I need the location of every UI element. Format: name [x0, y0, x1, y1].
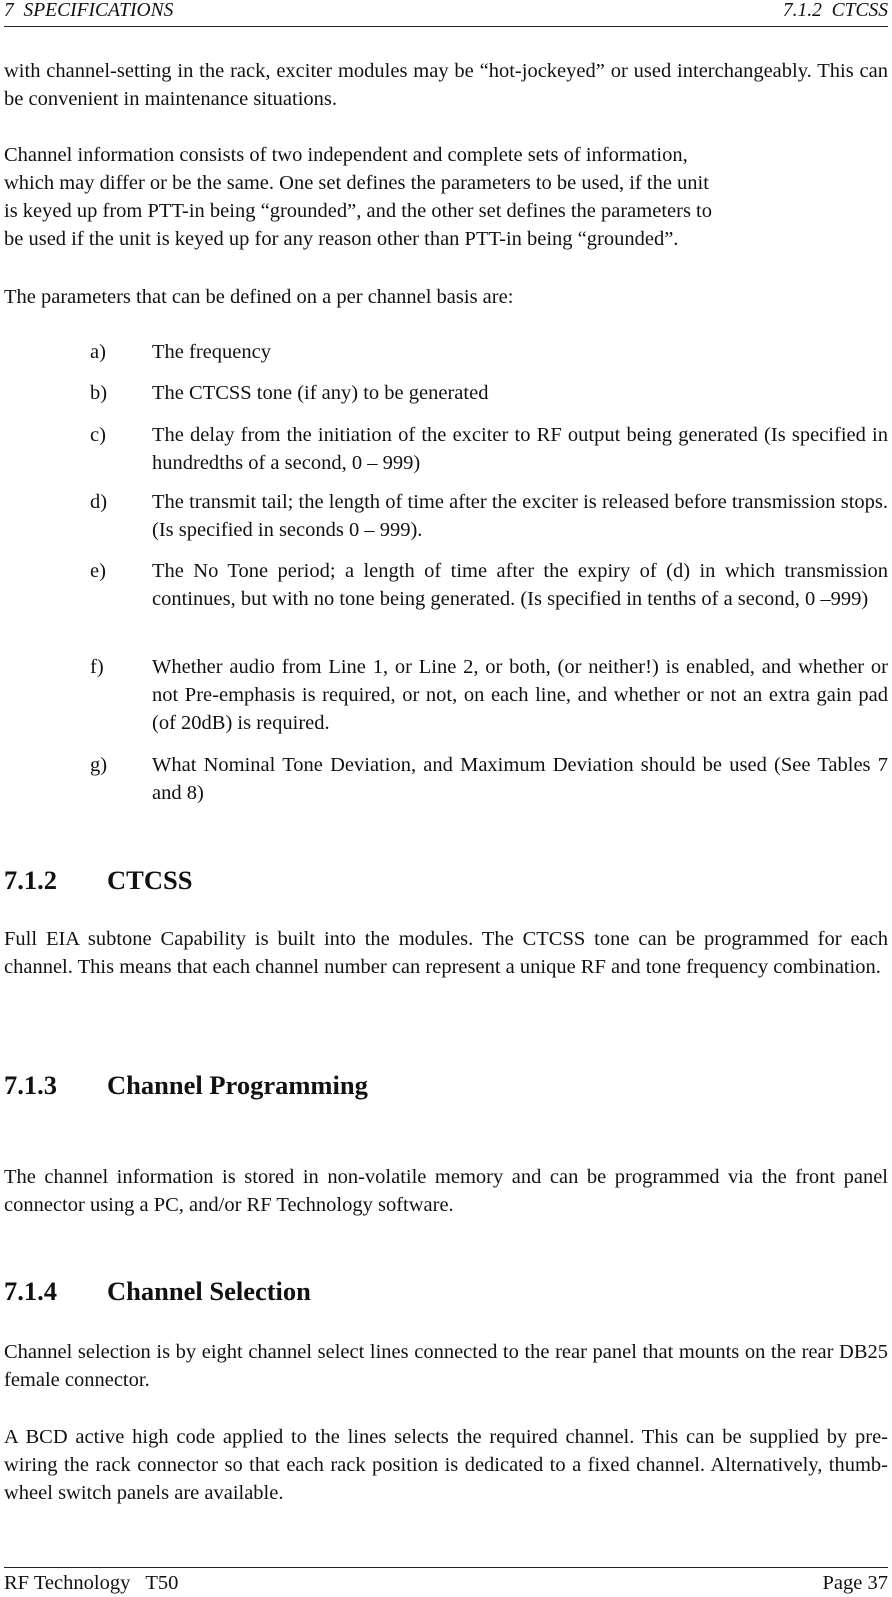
- channel-info-line: which may differ or be the same. One set defines the parameters to be used, if the unit: [4, 172, 709, 194]
- section-number: 7.1.3: [4, 1070, 57, 1100]
- ctcss-paragraph: Full EIA subtone Capability is built into the modules. The CTCSS tone can be programmed for each channel. This means that each channel number can represent a unique RF and tone frequency combination.: [4, 928, 888, 978]
- list-marker: g): [90, 754, 108, 776]
- list-text: The No Tone period; a length of time after the expiry of (d) in which transmission continues, but with no tone being generated. (Is specified in tenths of a second, 0 –999): [152, 560, 888, 610]
- page-number: Page 37: [822, 1572, 888, 1594]
- list-text: The frequency: [152, 341, 271, 363]
- footer-product: RF Technology T50: [4, 1572, 179, 1594]
- list-marker: f): [90, 656, 104, 678]
- channel-programming-paragraph: The channel information is stored in non-volatile memory and can be programmed via the front panel connector using a PC, and/or RF Technology software.: [4, 1166, 888, 1216]
- parameters-intro: The parameters that can be defined on a per channel basis are:: [4, 286, 514, 308]
- channel-info-line: Channel information consists of two independent and complete sets of information,: [4, 144, 688, 166]
- list-marker: b): [90, 382, 108, 404]
- section-title: Channel Programming: [107, 1070, 368, 1100]
- list-marker: d): [90, 491, 108, 513]
- channel-info-line: be used if the unit is keyed up for any reason other than PTT-in being “grounded”.: [4, 228, 679, 250]
- page-header: [4, 0, 888, 27]
- header-chapter: 7 SPECIFICATIONS: [4, 0, 174, 21]
- channel-selection-paragraph-1: Channel selection is by eight channel select lines connected to the rear panel that mounts on the rear DB25 female connector.: [4, 1341, 888, 1391]
- list-text: Whether audio from Line 1, or Line 2, or both, (or neither!) is enabled, and whether or not Pre-emphasis is required, or not, on each line, and whether or not an extra gain pad (of 20dB) is required.: [152, 656, 888, 734]
- section-number: 7.1.4: [4, 1276, 57, 1306]
- channel-info-paragraph: [4, 141, 888, 253]
- section-number: 7.1.2: [4, 865, 57, 895]
- list-marker: c): [90, 424, 106, 446]
- section-title: CTCSS: [107, 865, 193, 895]
- list-text: The transmit tail; the length of time after the exciter is released before transmission stops. (Is specified in seconds 0 – 999).: [152, 491, 888, 541]
- channel-info-line: is keyed up from PTT-in being “grounded”, and the other set defines the parameters to: [4, 200, 712, 222]
- list-marker: e): [90, 560, 106, 582]
- list-marker: a): [90, 341, 106, 363]
- list-text: The CTCSS tone (if any) to be generated: [152, 382, 489, 404]
- list-text: The delay from the initiation of the exciter to RF output being generated (Is specified in hundredths of a second, 0 – 999): [152, 424, 888, 474]
- intro-paragraph: with channel-setting in the rack, exciter modules may be “hot-jockeyed” or used interchangeably. This can be convenient in maintenance situations.: [4, 60, 888, 110]
- channel-selection-paragraph-2: A BCD active high code applied to the lines selects the required channel. This can be supplied by pre-wiring the rack connector so that each rack position is dedicated to a fixed channel. Alternatively, thumb-wheel switch panels are available.: [4, 1426, 888, 1504]
- list-text: What Nominal Tone Deviation, and Maximum Deviation should be used (See Tables 7 and 8): [152, 754, 888, 804]
- header-section: 7.1.2 CTCSS: [782, 0, 888, 21]
- page-footer: [4, 1567, 888, 1597]
- section-title: Channel Selection: [107, 1276, 311, 1306]
